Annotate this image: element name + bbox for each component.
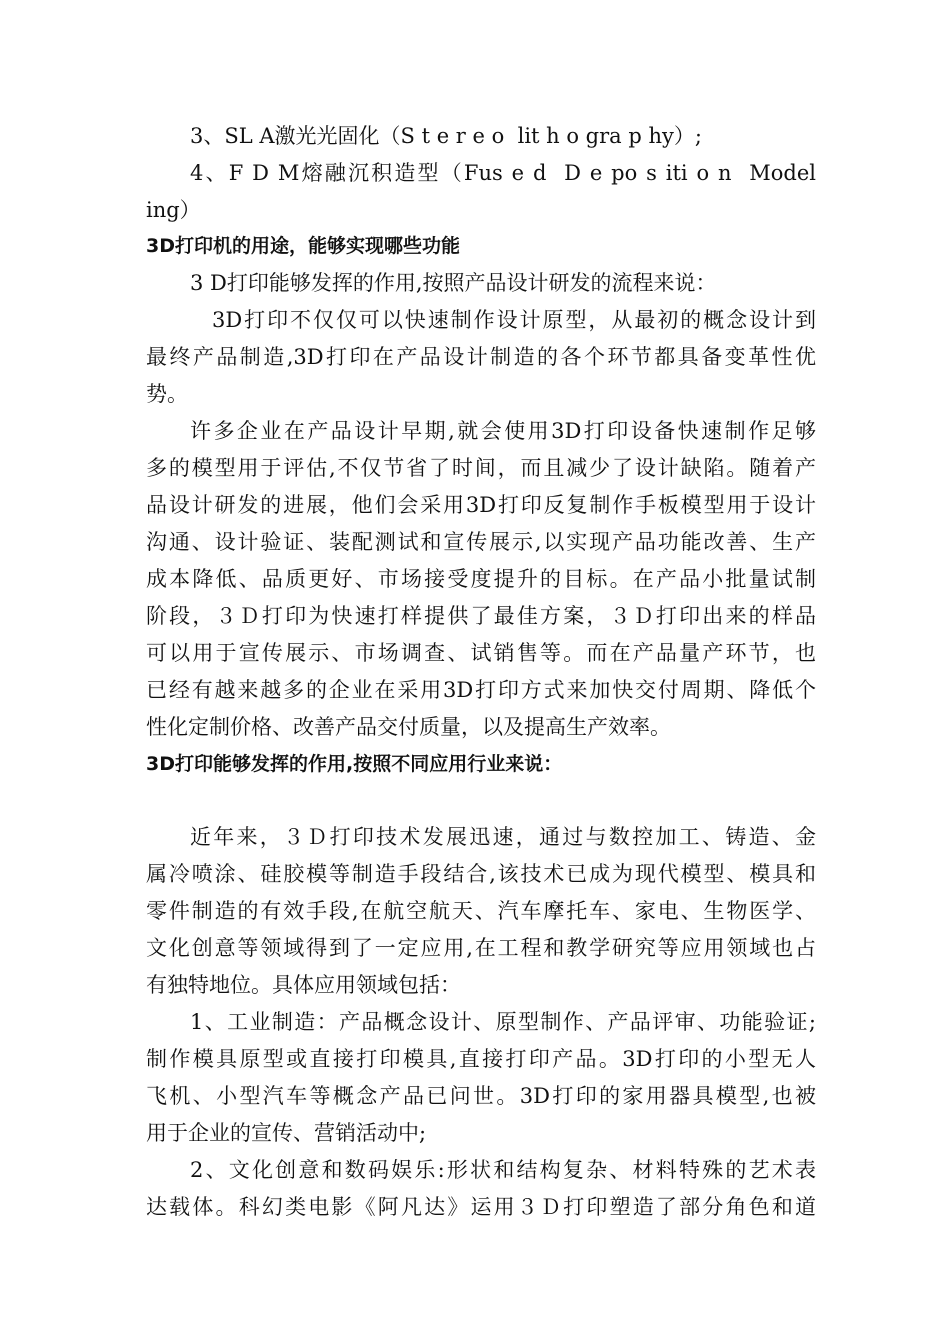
paragraph-line: 沟通、设计验证、装配测试和宣传展示,以实现产品功能改善、生产 bbox=[146, 530, 816, 554]
paragraph-line: 飞机、小型汽车等概念产品已问世。3D打印的家用器具模型,也被 bbox=[146, 1084, 816, 1108]
paragraph-line: 多的模型用于评估,不仅节省了时间，而且减少了设计缺陷。随着产 bbox=[146, 456, 816, 480]
section-heading-industries: 3D打印能够发挥的作用,按照不同应用行业来说： bbox=[146, 753, 563, 775]
paragraph-line: 可以用于宣传展示、市场调查、试销售等。而在产品量产环节，也 bbox=[146, 641, 816, 665]
paragraph-line: 零件制造的有效手段,在航空航天、汽车摩托车、家电、生物医学、 bbox=[146, 899, 816, 923]
list-item-sla: 3、SL A激光光固化（S t e r e o lit h o gra p hy）; bbox=[190, 124, 702, 148]
paragraph-line: 近年来，３Ｄ打印技术发展迅速，通过与数控加工、铸造、金 bbox=[190, 825, 816, 849]
paragraph-line: 3 D打印能够发挥的作用,按照产品设计研发的流程来说： bbox=[190, 271, 717, 295]
paragraph-line: 势。 bbox=[146, 382, 188, 406]
paragraph-line: 制作模具原型或直接打印模具,直接打印产品。3D打印的小型无人 bbox=[146, 1047, 816, 1071]
paragraph-line: 达载体。科幻类电影《阿凡达》运用３Ｄ打印塑造了部分角色和道 bbox=[146, 1195, 816, 1219]
list-item-fdm: 4、F D M熔融沉积造型（Fus e d D e po s iti o n Model bbox=[190, 161, 816, 185]
paragraph-line: 已经有越来越多的企业在采用3D打印方式来加快交付周期、降低个 bbox=[146, 678, 816, 702]
paragraph-line: 属冷喷涂、硅胶模等制造手段结合,该技术已成为现代模型、模具和 bbox=[146, 862, 816, 886]
paragraph-line: 许多企业在产品设计早期,就会使用3D打印设备快速制作足够 bbox=[190, 419, 816, 443]
paragraph-line: 文化创意等领域得到了一定应用,在工程和教学研究等应用领域也占 bbox=[146, 936, 816, 960]
list-item-fdm-continued: ing） bbox=[146, 198, 201, 222]
section-heading-uses: 3D打印机的用途，能够实现哪些功能 bbox=[146, 235, 460, 257]
list-item-industrial: 1、工业制造：产品概念设计、原型制作、产品评审、功能验证; bbox=[190, 1010, 816, 1034]
paragraph-line: 用于企业的宣传、营销活动中; bbox=[146, 1121, 427, 1145]
paragraph-line: 品设计研发的进展，他们会采用3D打印反复制作手板模型用于设计 bbox=[146, 493, 816, 517]
paragraph-line: 有独特地位。具体应用领域包括： bbox=[146, 973, 461, 997]
paragraph-line: 3D打印不仅仅可以快速制作设计原型，从最初的概念设计到 bbox=[212, 308, 816, 332]
paragraph-line: 成本降低、品质更好、市场接受度提升的目标。在产品小批量试制 bbox=[146, 567, 816, 591]
paragraph-line: 性化定制价格、改善产品交付质量，以及提高生产效率。 bbox=[146, 715, 671, 739]
list-item-culture: 2、文化创意和数码娱乐:形状和结构复杂、材料特殊的艺术表 bbox=[190, 1158, 816, 1182]
paragraph-line: 阶段，３Ｄ打印为快速打样提供了最佳方案，３Ｄ打印出来的样品 bbox=[146, 604, 816, 628]
paragraph-line: 最终产品制造,3D打印在产品设计制造的各个环节都具备变革性优 bbox=[146, 345, 816, 369]
